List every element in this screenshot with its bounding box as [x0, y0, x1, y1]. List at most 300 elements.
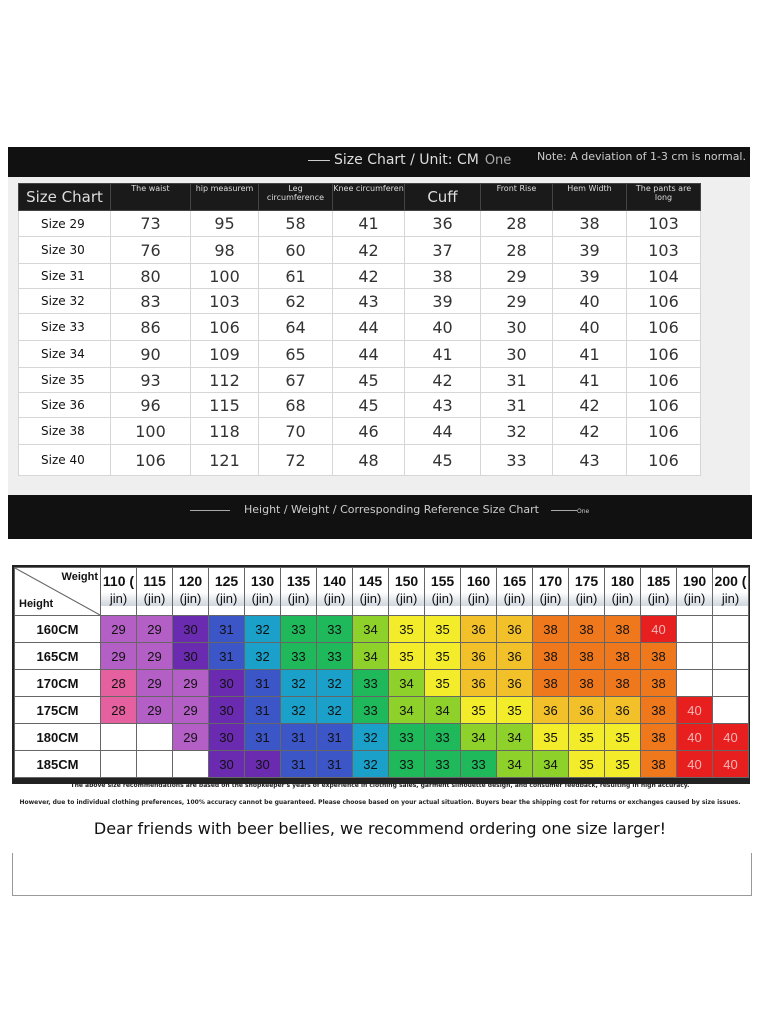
measurement-cell: 106 [627, 314, 701, 341]
recommended-size-cell: 40 [713, 751, 749, 778]
height-row [15, 724, 749, 751]
measurement-cell: 29 [481, 289, 553, 314]
size-chart-title: Size Chart / Unit: CM One [308, 152, 511, 168]
recommended-size-cell [137, 751, 173, 778]
measurement-cell: 42 [553, 393, 627, 418]
height-weight-title-bar [8, 495, 752, 539]
corner-weight-label: Weight [61, 571, 98, 583]
recommended-size-cell: 34 [497, 724, 533, 751]
measurement-cell: 106 [111, 445, 191, 476]
recommended-size-cell: 33 [389, 724, 425, 751]
size-chart-row [19, 264, 701, 289]
size-chart-row [19, 418, 701, 445]
recommended-size-cell: 32 [353, 724, 389, 751]
height-row [15, 751, 749, 778]
height-label-cell: 165CM [15, 643, 101, 670]
measurement-cell: 73 [111, 211, 191, 237]
recommended-size-cell: 31 [281, 724, 317, 751]
weight-unit: (jin) [641, 592, 676, 606]
weight-header-row [15, 568, 749, 616]
recommended-size-cell: 32 [353, 751, 389, 778]
measurement-cell: 93 [111, 368, 191, 393]
size-label-cell: Size 31 [19, 264, 111, 289]
recommended-size-cell: 31 [317, 751, 353, 778]
recommended-size-cell: 31 [209, 616, 245, 643]
weight-header-cell [281, 568, 317, 616]
recommended-size-cell [713, 697, 749, 724]
recommended-size-cell: 40 [641, 616, 677, 643]
recommended-size-cell: 32 [281, 697, 317, 724]
recommended-size-cell: 34 [533, 751, 569, 778]
weight-unit: (jin) [497, 592, 532, 606]
measurement-cell: 58 [259, 211, 333, 237]
recommended-size-cell: 31 [317, 724, 353, 751]
recommended-size-cell: 33 [353, 670, 389, 697]
recommended-size-cell: 40 [677, 751, 713, 778]
weight-value: 110 ( [102, 573, 135, 589]
size-chart-col-header: Front Rise [481, 184, 553, 211]
recommended-size-cell: 30 [209, 697, 245, 724]
weight-header-cell [461, 568, 497, 616]
measurement-cell: 30 [481, 341, 553, 368]
weight-value: 175 [574, 573, 599, 589]
recommended-size-cell: 33 [425, 751, 461, 778]
height-weight-table [14, 567, 749, 778]
measurement-cell: 70 [259, 418, 333, 445]
recommended-size-cell: 38 [533, 643, 569, 670]
measurement-cell: 43 [553, 445, 627, 476]
bottom-frame [12, 853, 752, 896]
recommended-size-cell: 28 [101, 697, 137, 724]
corner-height-label: Height [19, 598, 54, 610]
measurement-cell: 68 [259, 393, 333, 418]
measurement-cell: 41 [333, 211, 405, 237]
recommended-size-cell: 38 [533, 670, 569, 697]
weight-header-cell [101, 568, 137, 616]
measurement-cell: 106 [627, 368, 701, 393]
measurement-cell: 45 [405, 445, 481, 476]
recommended-size-cell: 35 [389, 643, 425, 670]
recommended-size-cell: 34 [389, 670, 425, 697]
weight-header-cell [245, 568, 281, 616]
recommended-size-cell: 34 [461, 724, 497, 751]
measurement-cell: 28 [481, 211, 553, 237]
size-chart-row [19, 211, 701, 237]
recommended-size-cell: 36 [461, 616, 497, 643]
measurement-cell: 48 [333, 445, 405, 476]
measurement-cell: 95 [191, 211, 259, 237]
size-chart-title-bar [8, 147, 750, 177]
measurement-cell: 106 [627, 418, 701, 445]
height-weight-title-suffix: One [576, 508, 590, 515]
recommended-size-cell: 33 [317, 643, 353, 670]
recommended-size-cell: 33 [317, 616, 353, 643]
height-row [15, 616, 749, 643]
measurement-cell: 106 [627, 445, 701, 476]
measurement-cell: 44 [405, 418, 481, 445]
size-chart-row [19, 445, 701, 476]
weight-value: 125 [214, 573, 239, 589]
measurement-cell: 106 [627, 393, 701, 418]
recommended-size-cell: 38 [641, 643, 677, 670]
recommended-size-cell [137, 724, 173, 751]
weight-value: 120 [178, 573, 203, 589]
height-weight-title: Height / Weight / Corresponding Reference Size Chart [244, 503, 539, 516]
weight-header-cell [605, 568, 641, 616]
measurement-cell: 41 [553, 341, 627, 368]
weight-unit: (jin) [533, 592, 568, 606]
measurement-cell: 72 [259, 445, 333, 476]
measurement-cell: 100 [111, 418, 191, 445]
recommended-size-cell: 31 [245, 670, 281, 697]
recommended-size-cell: 32 [317, 670, 353, 697]
measurement-cell: 90 [111, 341, 191, 368]
measurement-cell: 37 [405, 237, 481, 264]
size-chart-col-header: Cuff [405, 184, 481, 211]
recommended-size-cell: 35 [425, 616, 461, 643]
weight-value: 170 [538, 573, 563, 589]
recommended-size-cell [101, 751, 137, 778]
weight-header-cell [677, 568, 713, 616]
measurement-cell: 80 [111, 264, 191, 289]
size-chart-row [19, 237, 701, 264]
size-chart-col-header: The pants are long [627, 184, 701, 211]
weight-value: 130 [250, 573, 275, 589]
recommended-size-cell: 35 [425, 670, 461, 697]
recommended-size-cell: 38 [605, 643, 641, 670]
recommended-size-cell [713, 670, 749, 697]
size-chart-col-header: Leg circumference [259, 184, 333, 211]
weight-header-cell [713, 568, 749, 616]
measurement-cell: 61 [259, 264, 333, 289]
recommended-size-cell: 29 [173, 697, 209, 724]
size-chart-row [19, 289, 701, 314]
measurement-cell: 42 [553, 418, 627, 445]
measurement-cell: 96 [111, 393, 191, 418]
measurement-cell: 39 [553, 237, 627, 264]
weight-value: 140 [322, 573, 347, 589]
weight-value: 160 [466, 573, 491, 589]
recommended-size-cell: 35 [461, 697, 497, 724]
size-label-cell: Size 40 [19, 445, 111, 476]
measurement-cell: 83 [111, 289, 191, 314]
weight-header-cell [137, 568, 173, 616]
recommended-size-cell: 34 [389, 697, 425, 724]
weight-value: 185 [646, 573, 671, 589]
measurement-cell: 29 [481, 264, 553, 289]
weight-value: 200 ( [714, 573, 747, 589]
corner-cell [15, 568, 101, 616]
recommended-size-cell: 33 [281, 643, 317, 670]
recommended-size-cell: 36 [605, 697, 641, 724]
weight-unit: (jin) [389, 592, 424, 606]
recommended-size-cell: 29 [101, 643, 137, 670]
height-label-cell: 175CM [15, 697, 101, 724]
size-label-cell: Size 30 [19, 237, 111, 264]
measurement-cell: 76 [111, 237, 191, 264]
weight-value: 155 [430, 573, 455, 589]
measurement-cell: 67 [259, 368, 333, 393]
weight-unit: (jin) [353, 592, 388, 606]
weight-value: 115 [143, 573, 166, 589]
weight-header-cell [209, 568, 245, 616]
weight-header-cell [569, 568, 605, 616]
measurement-cell: 100 [191, 264, 259, 289]
measurement-cell: 46 [333, 418, 405, 445]
weight-header-cell [389, 568, 425, 616]
size-chart-col-header: Hem Width [553, 184, 627, 211]
height-label-cell: 170CM [15, 670, 101, 697]
deviation-note: Note: A deviation of 1-3 cm is normal. [536, 150, 746, 163]
recommended-size-cell: 36 [497, 643, 533, 670]
measurement-cell: 28 [481, 237, 553, 264]
recommended-size-cell: 28 [101, 670, 137, 697]
weight-unit: (jin) [605, 592, 640, 606]
recommended-size-cell: 38 [641, 751, 677, 778]
measurement-cell: 31 [481, 393, 553, 418]
recommended-size-cell: 29 [137, 697, 173, 724]
measurement-cell: 115 [191, 393, 259, 418]
recommended-size-cell: 38 [569, 643, 605, 670]
weight-header-cell [533, 568, 569, 616]
recommended-size-cell: 38 [569, 616, 605, 643]
recommended-size-cell: 30 [173, 643, 209, 670]
size-chart-body [19, 211, 701, 476]
weight-header-cell [641, 568, 677, 616]
weight-unit: (jin) [425, 592, 460, 606]
recommended-size-cell: 33 [425, 724, 461, 751]
measurement-cell: 65 [259, 341, 333, 368]
size-chart-col-header: The waist [111, 184, 191, 211]
size-label-cell: Size 34 [19, 341, 111, 368]
height-weight-chart [12, 565, 750, 784]
recommended-size-cell: 32 [245, 616, 281, 643]
weight-value: 145 [358, 573, 383, 589]
measurement-cell: 112 [191, 368, 259, 393]
recommended-size-cell: 29 [101, 616, 137, 643]
recommended-size-cell: 38 [533, 616, 569, 643]
weight-unit: (jin) [281, 592, 316, 606]
measurement-cell: 38 [553, 211, 627, 237]
weight-header-cell [497, 568, 533, 616]
recommended-size-cell [173, 751, 209, 778]
weight-header-cell [173, 568, 209, 616]
measurement-cell: 44 [333, 314, 405, 341]
recommended-size-cell [713, 616, 749, 643]
measurement-cell: 33 [481, 445, 553, 476]
size-chart-table [18, 183, 701, 476]
recommended-size-cell: 36 [569, 697, 605, 724]
measurement-cell: 38 [405, 264, 481, 289]
weight-unit: (jin) [209, 592, 244, 606]
recommended-size-cell: 34 [497, 751, 533, 778]
size-label-cell: Size 35 [19, 368, 111, 393]
recommended-size-cell: 38 [569, 670, 605, 697]
weight-header-cell [317, 568, 353, 616]
measurement-cell: 30 [481, 314, 553, 341]
height-row [15, 697, 749, 724]
recommended-size-cell: 35 [497, 697, 533, 724]
recommended-size-cell: 38 [641, 724, 677, 751]
recommended-size-cell: 29 [173, 724, 209, 751]
height-label-cell: 160CM [15, 616, 101, 643]
recommended-size-cell: 33 [389, 751, 425, 778]
size-chart-row [19, 368, 701, 393]
recommended-size-cell: 30 [209, 751, 245, 778]
recommended-size-cell: 31 [245, 697, 281, 724]
weight-unit: (jin) [569, 592, 604, 606]
measurement-cell: 40 [405, 314, 481, 341]
measurement-cell: 41 [405, 341, 481, 368]
recommended-size-cell: 38 [605, 616, 641, 643]
recommended-size-cell: 40 [677, 697, 713, 724]
measurement-cell: 31 [481, 368, 553, 393]
height-weight-body [15, 616, 749, 778]
recommended-size-cell: 31 [281, 751, 317, 778]
weight-unit: (jin) [245, 592, 280, 606]
weight-header-cell [425, 568, 461, 616]
measurement-cell: 42 [333, 264, 405, 289]
height-row [15, 643, 749, 670]
measurement-cell: 40 [553, 314, 627, 341]
measurement-cell: 45 [333, 368, 405, 393]
recommended-size-cell: 31 [245, 724, 281, 751]
recommended-size-cell: 30 [173, 616, 209, 643]
measurement-cell: 32 [481, 418, 553, 445]
weight-unit: (jin) [137, 592, 172, 606]
recommended-size-cell: 30 [209, 724, 245, 751]
measurement-cell: 39 [553, 264, 627, 289]
measurement-cell: 41 [553, 368, 627, 393]
measurement-cell: 64 [259, 314, 333, 341]
beer-belly-note: Dear friends with beer bellies, we recommend ordering one size larger! [93, 819, 667, 838]
recommended-size-cell: 34 [353, 643, 389, 670]
weight-value: 135 [286, 573, 311, 589]
size-chart-row [19, 393, 701, 418]
weight-unit: (jin) [173, 592, 208, 606]
recommended-size-cell: 33 [281, 616, 317, 643]
measurement-cell: 103 [627, 237, 701, 264]
weight-value: 165 [502, 573, 527, 589]
weight-value: 190 [682, 573, 707, 589]
size-label-cell: Size 38 [19, 418, 111, 445]
recommended-size-cell: 30 [245, 751, 281, 778]
measurement-cell: 43 [333, 289, 405, 314]
recommended-size-cell: 30 [209, 670, 245, 697]
size-chart-col-header: Size Chart [19, 184, 111, 211]
measurement-cell: 103 [191, 289, 259, 314]
recommended-size-cell: 34 [425, 697, 461, 724]
measurement-cell: 98 [191, 237, 259, 264]
measurement-cell: 42 [405, 368, 481, 393]
measurement-cell: 109 [191, 341, 259, 368]
recommended-size-cell: 29 [137, 643, 173, 670]
measurement-cell: 118 [191, 418, 259, 445]
size-chart-col-header: Knee circumferen [333, 184, 405, 211]
recommended-size-cell: 36 [497, 616, 533, 643]
recommended-size-cell: 38 [641, 697, 677, 724]
measurement-cell: 121 [191, 445, 259, 476]
weight-value: 180 [610, 573, 635, 589]
measurement-cell: 45 [333, 393, 405, 418]
recommended-size-cell: 32 [317, 697, 353, 724]
measurement-cell: 106 [191, 314, 259, 341]
size-label-cell: Size 33 [19, 314, 111, 341]
weight-unit: jin) [101, 592, 136, 606]
recommended-size-cell: 35 [533, 724, 569, 751]
measurement-cell: 43 [405, 393, 481, 418]
size-label-cell: Size 32 [19, 289, 111, 314]
measurement-cell: 106 [627, 341, 701, 368]
recommended-size-cell [677, 616, 713, 643]
height-label-cell: 180CM [15, 724, 101, 751]
recommended-size-cell: 29 [173, 670, 209, 697]
recommended-size-cell: 35 [425, 643, 461, 670]
measurement-cell: 42 [333, 237, 405, 264]
recommended-size-cell: 36 [497, 670, 533, 697]
recommended-size-cell: 33 [461, 751, 497, 778]
recommended-size-cell: 40 [713, 724, 749, 751]
recommended-size-cell: 36 [533, 697, 569, 724]
recommended-size-cell: 32 [281, 670, 317, 697]
recommended-size-cell: 33 [353, 697, 389, 724]
recommended-size-cell: 36 [461, 643, 497, 670]
recommended-size-cell: 29 [137, 616, 173, 643]
recommended-size-cell [677, 643, 713, 670]
weight-unit: (jin) [317, 592, 352, 606]
recommended-size-cell: 35 [605, 724, 641, 751]
recommended-size-cell: 31 [209, 643, 245, 670]
measurement-cell: 39 [405, 289, 481, 314]
recommended-size-cell: 32 [245, 643, 281, 670]
recommended-size-cell: 29 [137, 670, 173, 697]
measurement-cell: 44 [333, 341, 405, 368]
weight-value: 150 [394, 573, 419, 589]
measurement-cell: 60 [259, 237, 333, 264]
recommended-size-cell: 40 [677, 724, 713, 751]
recommended-size-cell: 35 [569, 724, 605, 751]
measurement-cell: 62 [259, 289, 333, 314]
measurement-cell: 40 [553, 289, 627, 314]
measurement-cell: 86 [111, 314, 191, 341]
recommended-size-cell: 38 [641, 670, 677, 697]
weight-unit: (jin) [461, 592, 496, 606]
size-label-cell: Size 29 [19, 211, 111, 237]
size-label-cell: Size 36 [19, 393, 111, 418]
size-chart-row [19, 341, 701, 368]
measurement-cell: 103 [627, 211, 701, 237]
shipping-note: However, due to individual clothing preferences, 100% accuracy cannot be guaranteed. Please choose based on your actual situation. Buyers bear the shipping cost for returns or exchanges caused by size issues. [19, 799, 741, 806]
recommended-size-cell [101, 724, 137, 751]
recommended-size-cell [713, 643, 749, 670]
recommended-size-cell: 35 [569, 751, 605, 778]
measurement-cell: 106 [627, 289, 701, 314]
size-chart-header-row [19, 184, 701, 211]
measurement-cell: 104 [627, 264, 701, 289]
weight-unit: jin) [713, 592, 748, 606]
weight-unit: (jin) [677, 592, 712, 606]
title-suffix: One [484, 153, 512, 168]
recommended-size-cell: 34 [353, 616, 389, 643]
recommended-size-cell: 35 [389, 616, 425, 643]
recommended-size-cell: 36 [461, 670, 497, 697]
measurement-cell: 36 [405, 211, 481, 237]
recommended-size-cell: 38 [605, 670, 641, 697]
recommended-size-cell [677, 670, 713, 697]
size-chart-row [19, 314, 701, 341]
weight-header-cell [353, 568, 389, 616]
height-label-cell: 185CM [15, 751, 101, 778]
